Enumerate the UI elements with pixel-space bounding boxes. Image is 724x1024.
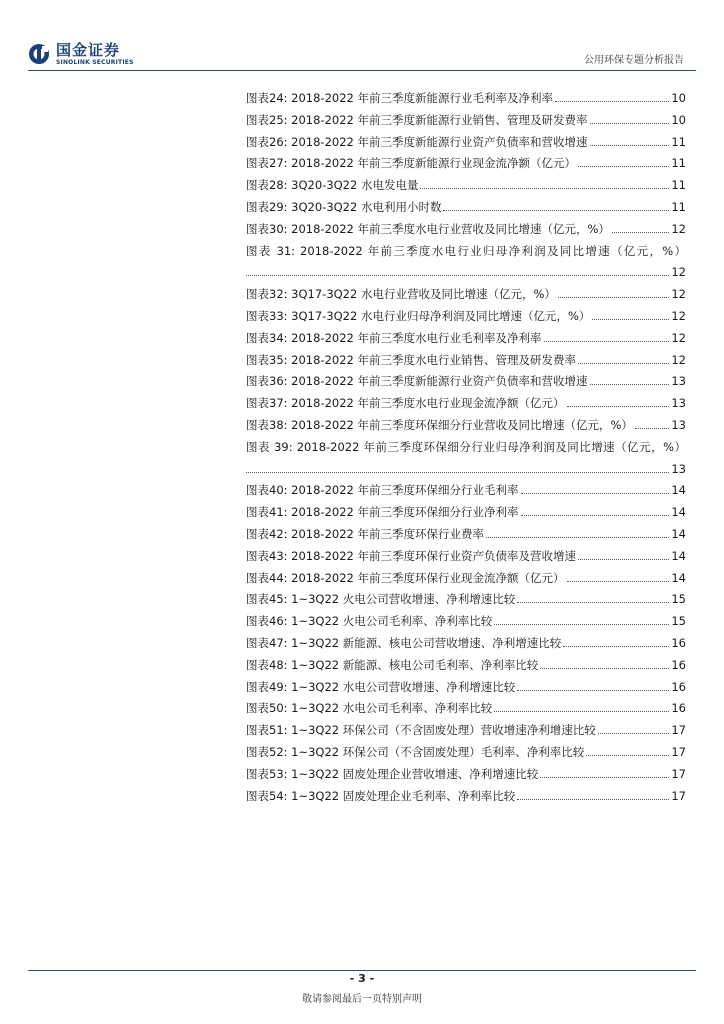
toc-entry-page: 17 (671, 766, 686, 781)
toc-entry[interactable] (246, 480, 686, 502)
toc-entry-page: 13 (671, 374, 686, 389)
toc-entry-page: 15 (671, 592, 686, 607)
toc-entry-page: 13 (671, 461, 686, 476)
toc-entry[interactable] (246, 633, 686, 655)
toc-leader-dots (420, 188, 669, 189)
toc-leader-dots (590, 123, 670, 124)
logo-name-en: SINOLINK SECURITIES (56, 58, 134, 66)
toc-entry[interactable] (246, 437, 686, 481)
toc-entry-label: 图表47: 1~3Q22 新能源、核电公司营收增速、净利增速比较 (246, 635, 562, 650)
toc-entry-page: 11 (671, 156, 686, 171)
toc-entry-label: 图表45: 1~3Q22 火电公司营收增速、净利增速比较 (246, 592, 516, 607)
toc-entry-label: 图表28: 3Q20-3Q22 水电发电量 (246, 178, 419, 193)
toc-entry[interactable] (246, 655, 686, 677)
toc-entry-label: 图表48: 1~3Q22 新能源、核电公司毛利率、净利率比较 (246, 657, 539, 672)
toc-entry[interactable] (246, 371, 686, 393)
logo-icon (28, 43, 50, 65)
toc-entry[interactable] (246, 502, 686, 524)
page-header (0, 0, 724, 72)
toc-entry[interactable] (246, 328, 686, 350)
toc-entry-label: 图表53: 1~3Q22 固废处理企业营收增速、净利增速比较 (246, 766, 539, 781)
logo-name-cn: 国金证券 (56, 40, 121, 59)
toc-entry-page: 12 (671, 265, 686, 280)
company-logo (28, 40, 134, 68)
toc-entry[interactable] (246, 720, 686, 742)
toc-entry-page: 11 (671, 199, 686, 214)
toc-entry-label: 图表42: 2018-2022 年前三季度环保行业费率 (246, 526, 485, 541)
toc-entry[interactable] (246, 677, 686, 699)
toc-entry-label: 图表25: 2018-2022 年前三季度新能源行业销售、管理及研发费率 (246, 112, 588, 127)
toc-leader-dots (521, 515, 670, 516)
toc-leader-dots (635, 428, 669, 429)
toc-entry[interactable] (246, 153, 686, 175)
toc-leader-dots (246, 472, 669, 473)
toc-entry-label: 图表26: 2018-2022 年前三季度新能源行业资产负债率和营收增速 (246, 134, 588, 149)
toc-leader-dots (586, 755, 669, 756)
toc-entry[interactable] (246, 241, 686, 285)
toc-entry[interactable] (246, 611, 686, 633)
toc-entry-label: 图表40: 2018-2022 年前三季度环保细分行业毛利率 (246, 483, 519, 498)
toc-entry[interactable] (246, 415, 686, 437)
toc-leader-dots (567, 406, 670, 407)
toc-entry-label: 图表41: 2018-2022 年前三季度环保细分行业净利率 (246, 505, 519, 520)
toc-entry[interactable] (246, 175, 686, 197)
toc-leader-dots (517, 602, 669, 603)
toc-entry-page: 13 (671, 396, 686, 411)
toc-entry[interactable] (246, 110, 686, 132)
toc-entry[interactable] (246, 219, 686, 241)
toc-entry-label: 图表52: 1~3Q22 环保公司（不含固废处理）毛利率、净利率比较 (246, 744, 585, 759)
toc-entry-label: 图表38: 2018-2022 年前三季度环保细分行业营收及同比增速（亿元，%） (246, 417, 633, 432)
toc-entry-page: 12 (671, 287, 686, 302)
toc-entry-label: 图表24: 2018-2022 年前三季度新能源行业毛利率及净利率 (246, 91, 553, 105)
toc-entry[interactable] (246, 306, 686, 328)
toc-entry-page: 10 (671, 112, 686, 127)
toc-entry[interactable] (246, 197, 686, 219)
toc-leader-dots (592, 319, 669, 320)
toc-entry-page: 12 (671, 352, 686, 367)
header-divider (28, 70, 696, 71)
toc-entry-label: 图表44: 2018-2022 年前三季度环保行业现金流净额（亿元） (246, 570, 565, 585)
page-number: - 3 - (349, 972, 375, 985)
toc-entry-page: 12 (671, 221, 686, 236)
toc-entry[interactable] (246, 742, 686, 764)
toc-leader-dots (494, 624, 669, 625)
toc-entry-label: 图表51: 1~3Q22 环保公司（不含固废处理）营收增速净利增速比较 (246, 723, 596, 738)
toc-leader-dots (540, 777, 669, 778)
toc-entry-page: 11 (671, 178, 686, 193)
toc-entry-page: 16 (671, 701, 686, 716)
toc-entry-label: 图表35: 2018-2022 年前三季度水电行业销售、管理及研发费率 (246, 352, 576, 367)
toc-leader-dots (563, 646, 669, 647)
toc-entry-label: 图表32: 3Q17-3Q22 水电行业营收及同比增速（亿元，%） (246, 287, 556, 302)
toc-entry[interactable] (246, 764, 686, 786)
footer-divider (28, 970, 696, 971)
toc-entry[interactable] (246, 786, 686, 808)
toc-entry-page: 15 (671, 614, 686, 629)
toc-entry-label: 图表27: 2018-2022 年前三季度新能源行业现金流净额（亿元） (246, 156, 576, 171)
toc-leader-dots (517, 690, 669, 691)
toc-leader-dots (540, 668, 669, 669)
toc-entry-label: 图表54: 1~3Q22 固废处理企业毛利率、净利率比较 (246, 788, 516, 803)
toc-entry-page: 14 (671, 483, 686, 498)
toc-entry-label: 图表29: 3Q20-3Q22 水电利用小时数 (246, 199, 442, 214)
toc-leader-dots (598, 733, 670, 734)
toc-entry-page: 12 (671, 330, 686, 345)
toc-entry-page: 13 (671, 417, 686, 432)
toc-entry-page: 17 (671, 723, 686, 738)
toc-entry-label: 图表37: 2018-2022 年前三季度水电行业现金流净额（亿元） (246, 396, 565, 411)
disclaimer: 敬请参阅最后一页特别声明 (302, 994, 422, 1005)
toc-entry-page: 10 (671, 91, 686, 105)
toc-entry-page: 17 (671, 744, 686, 759)
toc-entry[interactable] (246, 393, 686, 415)
toc-leader-dots (578, 559, 669, 560)
toc-leader-dots (567, 581, 670, 582)
toc-entry-label: 图表36: 2018-2022 年前三季度新能源行业资产负债率和营收增速 (246, 374, 588, 389)
toc-leader-dots (494, 711, 669, 712)
toc-entry-page: 14 (671, 526, 686, 541)
toc-entry-page: 16 (671, 635, 686, 650)
toc-entry-label: 图表49: 1~3Q22 水电公司营收增速、净利增速比较 (246, 679, 516, 694)
toc-entry-label: 图表 31: 2018-2022 年前三季度水电行业归母净利润及同比增速（亿元，%） (246, 243, 686, 258)
toc-entry-page: 17 (671, 788, 686, 803)
toc-entry-page: 14 (671, 570, 686, 585)
toc-leader-dots (578, 363, 669, 364)
toc-entry[interactable] (246, 546, 686, 568)
toc-leader-dots (486, 537, 669, 538)
toc-entry-label: 图表50: 1~3Q22 水电公司毛利率、净利率比较 (246, 701, 493, 716)
toc-leader-dots (521, 493, 670, 494)
toc-entry-label: 图表33: 3Q17-3Q22 水电行业归母净利润及同比增速（亿元，%） (246, 308, 591, 323)
toc-entry-page: 14 (671, 548, 686, 563)
toc-entry[interactable] (246, 589, 686, 611)
toc-entry[interactable] (246, 698, 686, 720)
toc-entry-label: 图表 39: 2018-2022 年前三季度环保细分行业归母净利润及同比增速（亿元，%） (246, 439, 686, 454)
toc-entry-page: 11 (671, 134, 686, 149)
toc-leader-dots (517, 799, 669, 800)
toc-entry-label: 图表34: 2018-2022 年前三季度水电行业毛利率及净利率 (246, 330, 542, 345)
toc-leader-dots (612, 232, 669, 233)
toc-entry[interactable] (246, 284, 686, 306)
toc-leader-dots (590, 384, 670, 385)
toc-entry[interactable] (246, 88, 686, 110)
toc-entry-label: 图表43: 2018-2022 年前三季度环保行业资产负债率及营收增速 (246, 548, 576, 563)
toc-leader-dots (558, 297, 669, 298)
toc-leader-dots (590, 145, 670, 146)
toc-entry-page: 14 (671, 505, 686, 520)
toc-entry-page: 16 (671, 657, 686, 672)
toc-leader-dots (578, 166, 669, 167)
toc-entry-label: 图表46: 1~3Q22 火电公司毛利率、净利率比较 (246, 614, 493, 629)
report-type: 公用环保专题分析报告 (584, 55, 684, 66)
toc-entry[interactable] (246, 568, 686, 590)
toc-leader-dots (246, 275, 669, 276)
toc-leader-dots (544, 341, 670, 342)
toc-entry-label: 图表30: 2018-2022 年前三季度水电行业营收及同比增速（亿元，%） (246, 221, 610, 236)
table-of-figures (246, 88, 686, 807)
toc-entry[interactable] (246, 524, 686, 546)
toc-entry[interactable] (246, 350, 686, 372)
toc-entry-page: 12 (671, 308, 686, 323)
toc-leader-dots (443, 210, 669, 211)
toc-entry-page: 16 (671, 679, 686, 694)
toc-leader-dots (555, 101, 669, 102)
toc-entry[interactable] (246, 132, 686, 154)
